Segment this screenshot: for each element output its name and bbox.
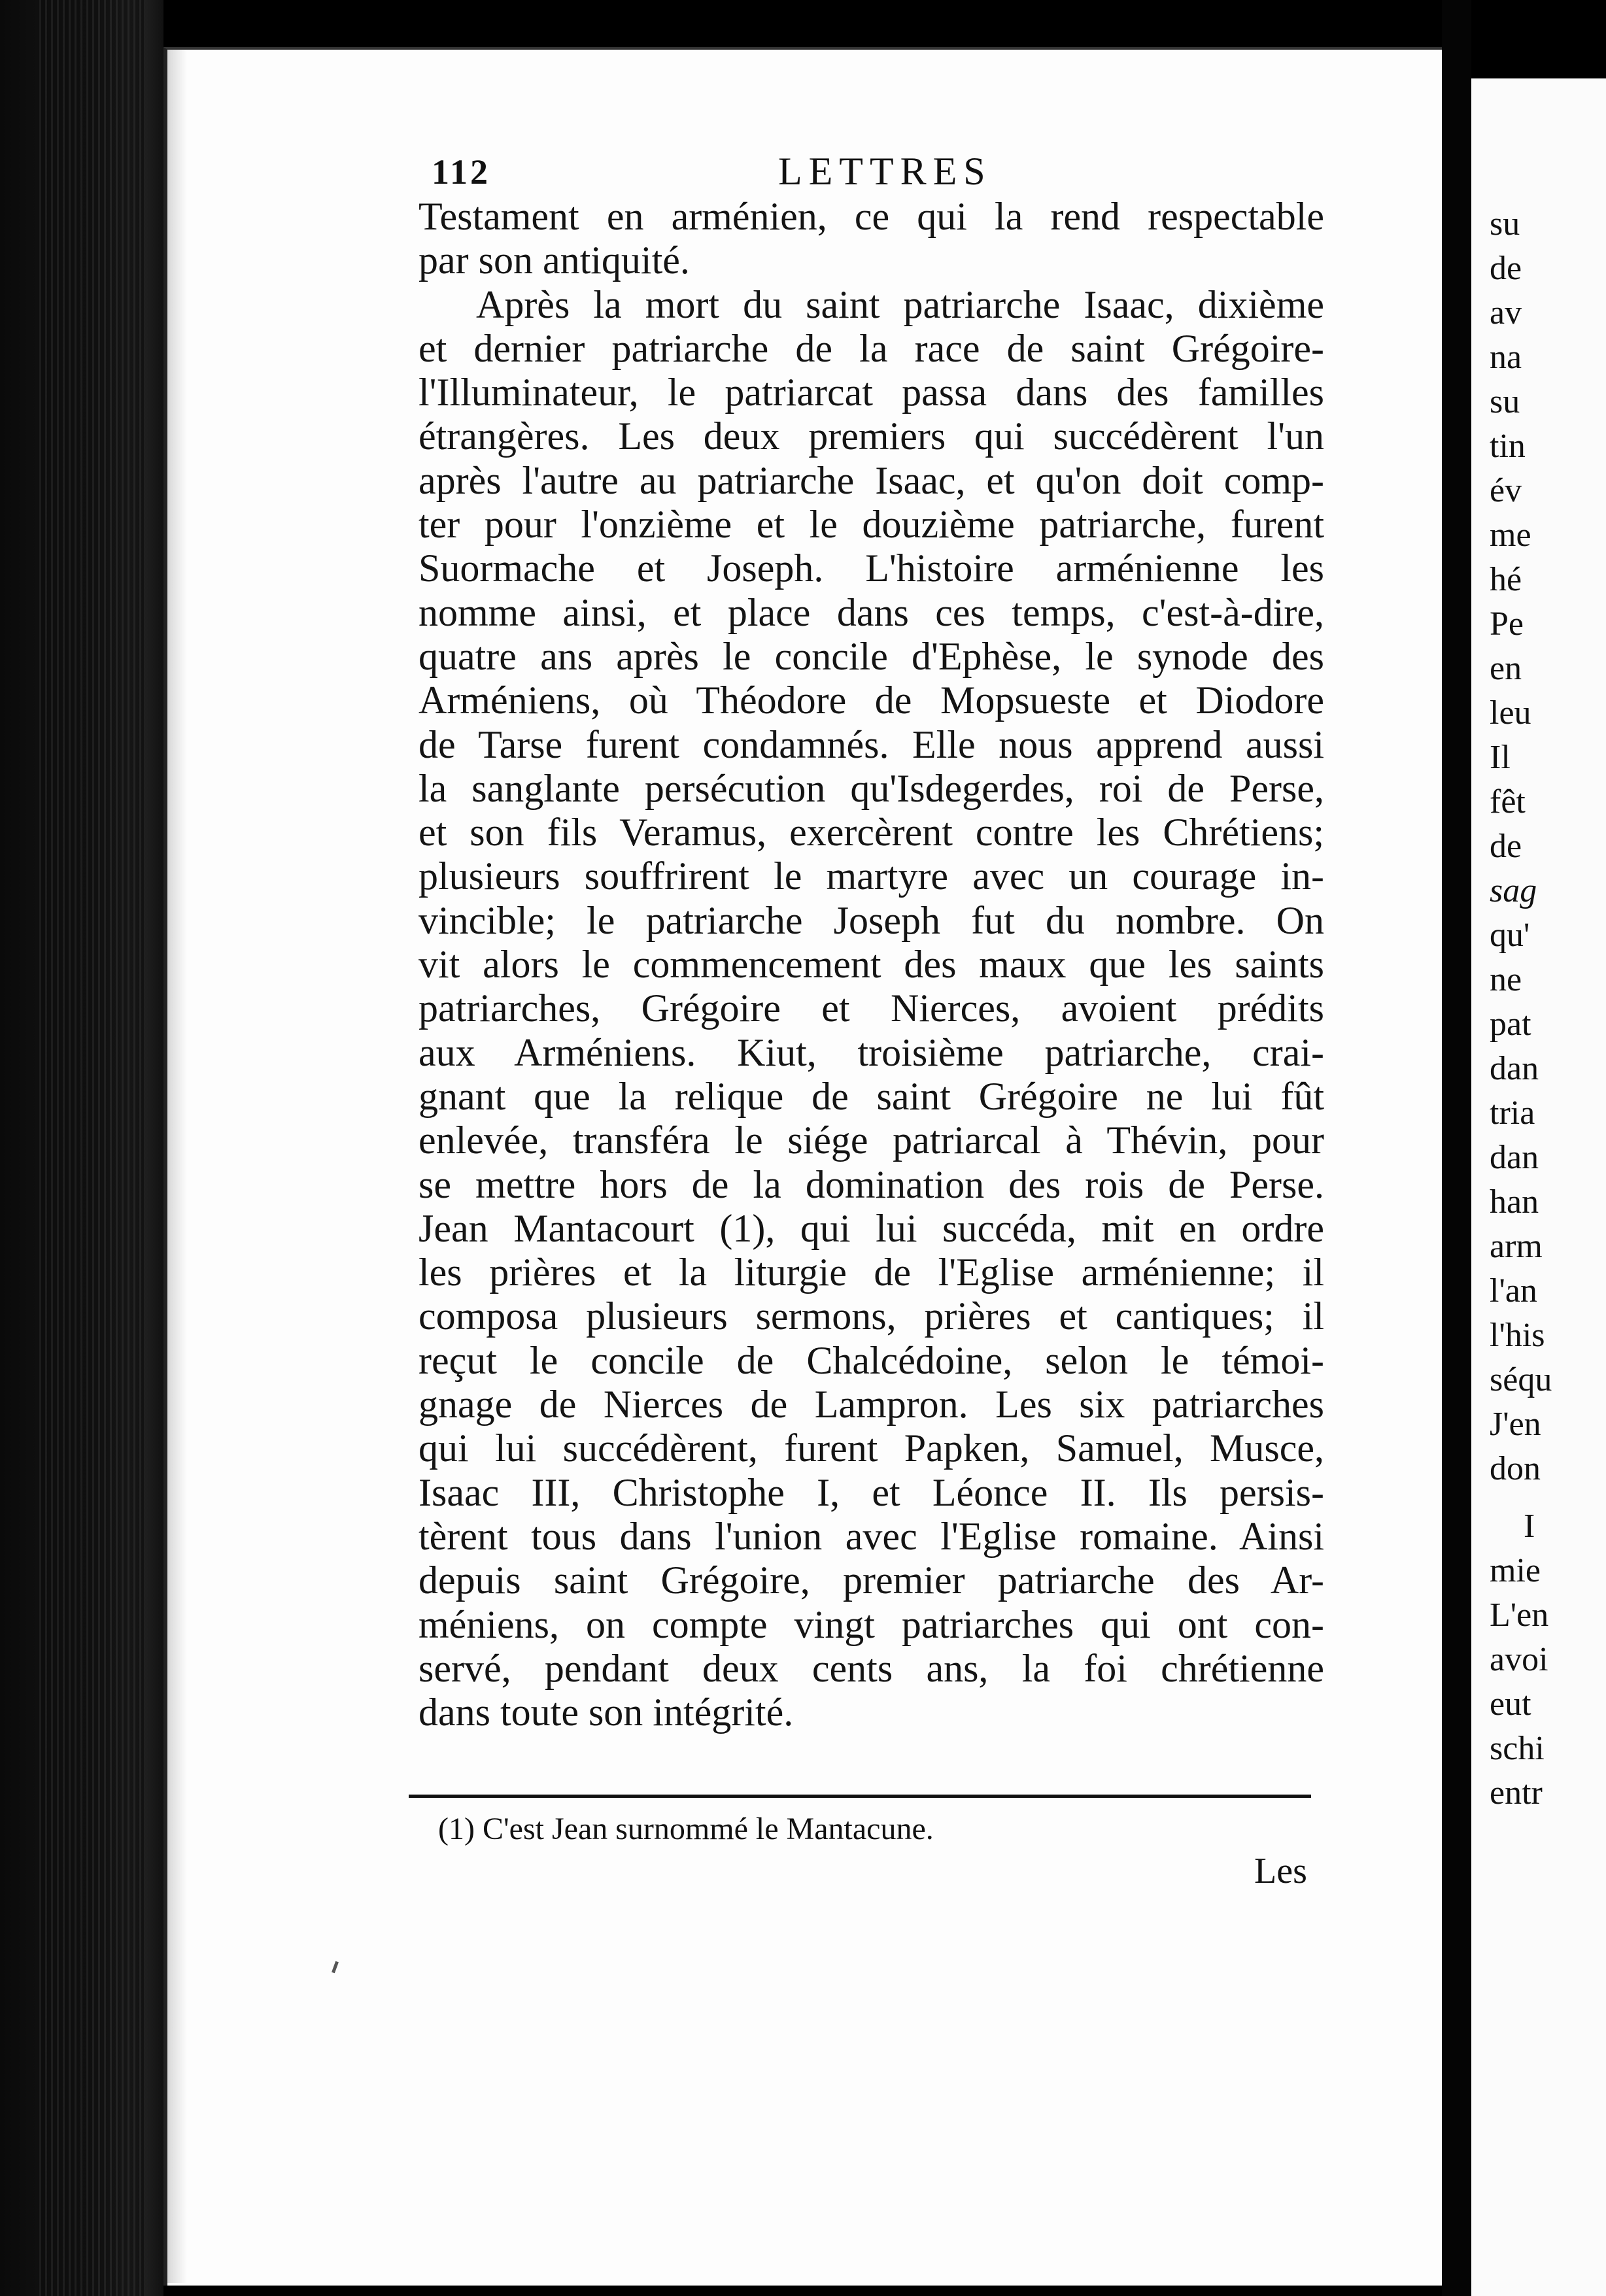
text-line: vincible; le patriarche Joseph fut du nombre. On	[419, 898, 1324, 942]
facing-page-fragment: han	[1490, 1183, 1539, 1221]
body-text	[419, 195, 1324, 1734]
facing-page-fragment: av	[1490, 294, 1522, 331]
text-line: et dernier patriarche de la race de saint Grégoire-	[419, 326, 1324, 370]
text-line: se mettre hors de la domination des rois de Perse.	[419, 1162, 1324, 1206]
running-title: LETTRES	[778, 150, 992, 193]
text-line: Isaac III, Christophe I, et Léonce II. Ils persis-	[419, 1470, 1324, 1514]
facing-page-fragment: de	[1490, 250, 1522, 287]
text-line: qui lui succédèrent, furent Papken, Samuel, Musce,	[419, 1427, 1324, 1470]
text-line: Jean Mantacourt (1), qui lui succéda, mit en ordre	[419, 1206, 1324, 1250]
facing-page-fragment: ne	[1490, 961, 1522, 998]
facing-page-fragment: L'en	[1490, 1596, 1549, 1634]
text-line: gnage de Nierces de Lampron. Les six patriarches	[419, 1383, 1324, 1427]
text-line: Suormache et Joseph. L'histoire arménienne les	[419, 547, 1324, 590]
facing-page-fragment: arm	[1490, 1228, 1543, 1265]
text-line: étrangères. Les deux premiers qui succédèrent l'un	[419, 414, 1324, 458]
facing-page-fragment: I	[1524, 1508, 1535, 1545]
text-line: la sanglante persécution qu'Isdegerdes, roi de Perse,	[419, 766, 1324, 810]
text-line: ter pour l'onzième et le douzième patriarche, furent	[419, 503, 1324, 547]
facing-page-fragment: fêt	[1490, 783, 1526, 820]
facing-page-fragment: leu	[1490, 694, 1531, 732]
facing-page-fragment: hé	[1490, 561, 1522, 598]
text-line: enlevée, transféra le siége patriarcal à Thévin, pour	[419, 1119, 1324, 1162]
text-line: gnant que la relique de saint Grégoire ne lui fût	[419, 1074, 1324, 1118]
facing-page-fragment: schi	[1490, 1730, 1545, 1767]
text-line: servé, pendant deux cents ans, la foi chrétienne	[419, 1646, 1324, 1690]
facing-page-fragment: J'en	[1490, 1406, 1541, 1443]
text-line: depuis saint Grégoire, premier patriarche des Ar-	[419, 1559, 1324, 1602]
text-line: dans toute son intégrité.	[419, 1691, 794, 1734]
facing-page-fragment: don	[1490, 1450, 1541, 1487]
text-line: l'Illuminateur, le patriarcat passa dans des familles	[419, 371, 1324, 414]
facing-page-edge	[1471, 78, 1606, 2296]
facing-page-fragment: pat	[1490, 1005, 1531, 1043]
facing-page-fragment: séqu	[1490, 1361, 1552, 1398]
facing-page-fragment: eut	[1490, 1685, 1531, 1723]
facing-page-fragment: entr	[1490, 1774, 1543, 1812]
text-line: plusieurs souffrirent le martyre avec un courage in-	[419, 854, 1324, 898]
facing-page-fragment: su	[1490, 383, 1520, 420]
text-line: et son fils Veramus, exercèrent contre les Chrétiens;	[419, 811, 1324, 854]
footnote-rule	[409, 1795, 1311, 1798]
text-line: patriarches, Grégoire et Nierces, avoient prédits	[419, 987, 1324, 1030]
text-line: par son antiquité.	[419, 239, 690, 282]
gutter-shadow	[167, 50, 187, 2283]
facing-page-fragment: tria	[1490, 1094, 1535, 1132]
facing-page-fragment: sag	[1490, 872, 1537, 909]
facing-page-fragment: en	[1490, 650, 1522, 687]
text-line: reçut le concile de Chalcédoine, selon le témoi-	[419, 1338, 1324, 1382]
text-line: tèrent tous dans l'union avec l'Eglise romaine. Ainsi	[419, 1514, 1324, 1558]
facing-page-fragment: na	[1490, 339, 1522, 376]
facing-page-fragment: me	[1490, 516, 1531, 554]
text-line: Arméniens, où Théodore de Mopsueste et Diodore	[419, 679, 1324, 722]
facing-page-fragment: Pe	[1490, 605, 1524, 643]
facing-page-fragment: su	[1490, 205, 1520, 243]
page-number: 112	[432, 152, 491, 192]
facing-page-fragment: dan	[1490, 1139, 1539, 1176]
text-line: après l'autre au patriarche Isaac, et qu'on doit comp-	[419, 458, 1324, 502]
text-line: nomme ainsi, et place dans ces temps, c'est-à-dire,	[419, 590, 1324, 634]
text-line: les prières et la liturgie de l'Eglise arménienne; il	[419, 1251, 1324, 1294]
text-line: aux Arméniens. Kiut, troisième patriarche, crai-	[419, 1030, 1324, 1074]
text-line: composa plusieurs sermons, prières et cantiques; il	[419, 1294, 1324, 1338]
facing-page-fragment: de	[1490, 828, 1522, 865]
facing-page-fragment: Il	[1490, 739, 1511, 776]
facing-page-fragment: tin	[1490, 428, 1526, 465]
text-line: de Tarse furent condamnés. Elle nous apprend aussi	[419, 722, 1324, 766]
text-line: Après la mort du saint patriarche Isaac, dixième	[476, 282, 1324, 326]
catchword: Les	[1254, 1851, 1307, 1891]
binding-texture	[39, 0, 144, 2296]
facing-page-fragment: év	[1490, 472, 1522, 509]
footnote: (1) C'est Jean surnommé le Mantacune.	[438, 1812, 934, 1846]
text-line: méniens, on compte vingt patriarches qui ont con-	[419, 1602, 1324, 1646]
facing-page-fragment: avoi	[1490, 1641, 1548, 1678]
text-line: vit alors le commencement des maux que les saints	[419, 943, 1324, 987]
text-line: quatre ans après le concile d'Ephèse, le synode des	[419, 634, 1324, 678]
facing-page-fragment: l'an	[1490, 1272, 1537, 1309]
facing-page-fragment: l'his	[1490, 1317, 1545, 1354]
facing-page-fragment: mie	[1490, 1552, 1541, 1589]
facing-page-fragment: qu'	[1490, 917, 1530, 954]
facing-page-fragment: dan	[1490, 1050, 1539, 1087]
page-gap	[1442, 0, 1471, 2296]
text-line: Testament en arménien, ce qui la rend respectable	[419, 195, 1324, 238]
